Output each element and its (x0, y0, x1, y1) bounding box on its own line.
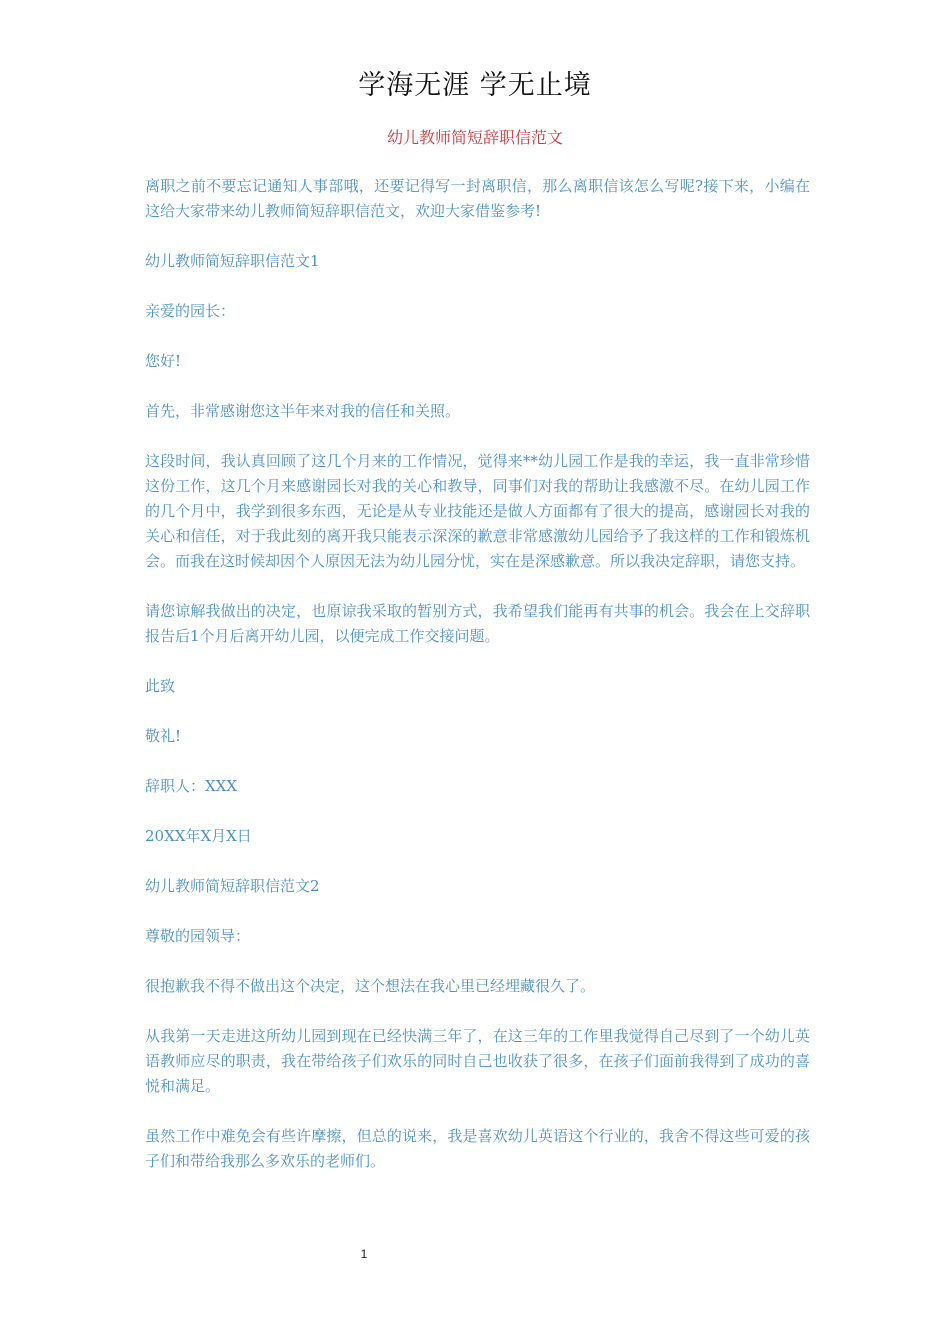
paragraph: 从我第一天走进这所幼儿园到现在已经快满三年了，在这三年的工作里我觉得自己尽到了一个幼儿英语教师应尽的职责，我在带给孩子们欢乐的同时自己也收获了很多，在孩子们面前我得到了成功的喜悦和满足。 (145, 1027, 810, 1095)
page-header-title: 学海无涯 学无止境 (358, 70, 592, 101)
paragraph: 请您谅解我做出的决定，也原谅我采取的暂别方式，我希望我们能再有共事的机会。我会在上交辞职报告后1个月后离开幼儿园，以便完成工作交接问题。 (145, 602, 810, 645)
paragraph: 辞职人：XXX (145, 777, 238, 795)
paragraph: 幼儿教师简短辞职信范文2 (145, 877, 320, 895)
paragraph: 首先，非常感谢您这半年来对我的信任和关照。 (145, 402, 461, 420)
document-body (145, 174, 810, 1199)
paragraph: 您好! (145, 352, 182, 370)
paragraph: 幼儿教师简短辞职信范文1 (145, 252, 320, 270)
paragraph: 敬礼! (145, 727, 182, 745)
document-title: 幼儿教师简短辞职信范文 (386, 128, 563, 147)
page-number: 1 (360, 1247, 368, 1261)
paragraph: 此致 (145, 677, 176, 695)
paragraph: 亲爱的园长： (145, 302, 236, 320)
paragraph: 20XX年X月X日 (145, 827, 252, 845)
paragraph: 这段时间，我认真回顾了这几个月来的工作情况，觉得来**幼儿园工作是我的幸运，我一直非常珍惜这份工作，这几个月来感谢园长对我的关心和教导，同事们对我的帮助让我感激不尽。在幼儿园工作的几个月中，我学到很多东西，无论是从专业技能还是做人方面都有了很大的提高，感谢园长对我的关心和信任，对于我此刻的离开我只能表示深深的歉意非常感激幼儿园给予了我这样的工作和锻炼机会。而我在这时候却因个人原因无法为幼儿园分忧，实在是深感歉意。所以我决定辞职，请您支持。 (145, 452, 810, 570)
paragraph: 尊敬的园领导： (145, 927, 251, 945)
paragraph: 很抱歉我不得不做出这个决定，这个想法在我心里已经埋藏很久了。 (145, 977, 596, 995)
paragraph: 虽然工作中难免会有些许摩擦，但总的说来，我是喜欢幼儿英语这个行业的，我舍不得这些可爱的孩子们和带给我那么多欢乐的老师们。 (145, 1127, 810, 1170)
paragraph: 离职之前不要忘记通知人事部哦，还要记得写一封离职信，那么离职信该怎么写呢?接下来，小编在这给大家带来幼儿教师简短辞职信范文，欢迎大家借鉴参考! (145, 177, 810, 220)
